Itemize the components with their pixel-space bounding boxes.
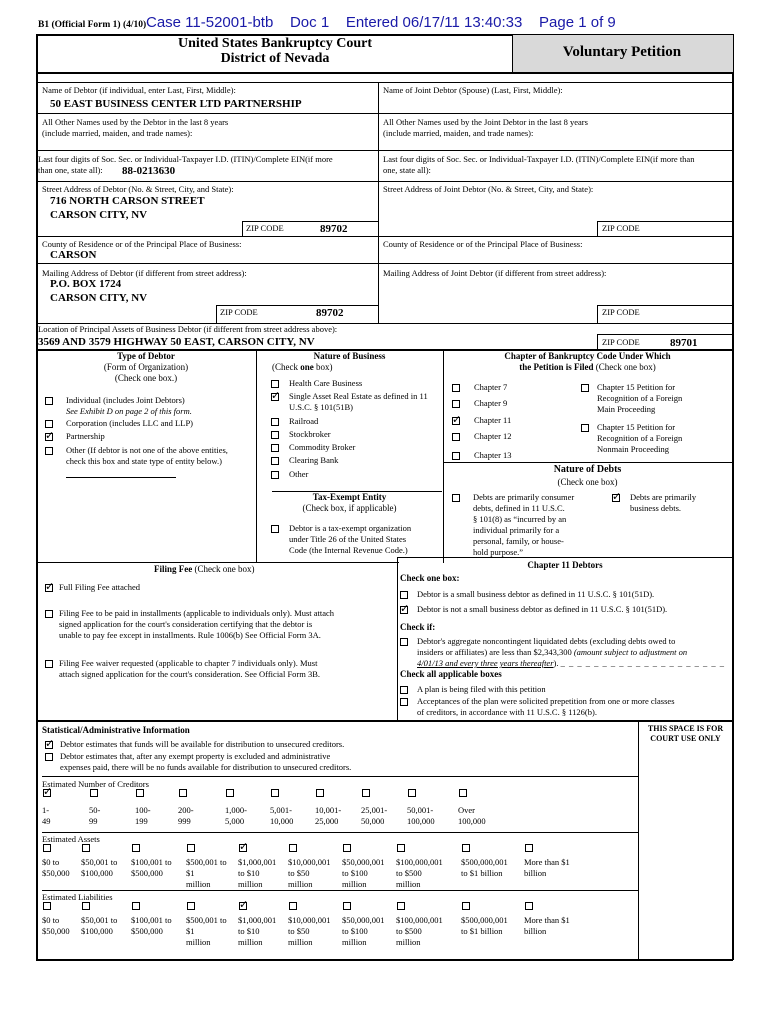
aggregate-debts-label: Debtor's aggregate noncontingent liquidated debts (excluding debts owed to insiders or affiliates) are less than $2,343,300 (amount subject to adjustment on 4/01/13 and every three years thereafter). _ _ _ _ _ _ _ _ _ _ _ _ _ _ _ _ _ _ _ _: [417, 636, 725, 668]
liabilities-option-7: $50,000,001 to $100 million: [342, 915, 385, 947]
liabilities-checkbox-5[interactable]: [239, 902, 247, 910]
business-commodity-label: Commodity Broker: [289, 442, 356, 452]
checkbox-stockbroker[interactable]: [271, 431, 279, 439]
debtor-zip-label: ZIP CODE: [246, 223, 284, 233]
nature-business-sub: (Check one box): [272, 362, 333, 372]
assets-option-10: More than $1 billion: [524, 857, 570, 878]
court-use-only: THIS SPACE IS FOR COURT USE ONLY: [647, 724, 724, 743]
creditors-checkbox-3[interactable]: [136, 789, 144, 797]
checkbox-funds-available[interactable]: [45, 741, 53, 749]
court-name: United States Bankruptcy Court: [177, 36, 373, 51]
chapter-13-label: Chapter 13: [474, 450, 512, 460]
creditors-option-3: 100- 199: [135, 805, 151, 826]
checkbox-consumer-debts[interactable]: [452, 494, 460, 502]
type-individual-note: See Exhibit D on page 2 of this form.: [66, 406, 192, 416]
assets-checkbox-6[interactable]: [289, 844, 297, 852]
liabilities-label: Estimated Liabilities: [42, 892, 113, 902]
consumer-debts-label: Debts are primarily consumer debts, defined in 11 U.S.C. § 101(8) as “incurred by an individual primarily for a personal, family, or house- hold purpose.”: [473, 492, 575, 557]
checkbox-business-other[interactable]: [271, 471, 279, 479]
business-clearing-label: Clearing Bank: [289, 455, 339, 465]
type-of-debtor-title: Type of Debtor: [117, 351, 175, 361]
assets-option-2: $50,001 to $100,000: [81, 857, 118, 878]
assets-checkbox-2[interactable]: [82, 844, 90, 852]
liabilities-checkbox-8[interactable]: [397, 902, 405, 910]
chapter-7-label: Chapter 7: [474, 382, 508, 392]
assets-option-6: $10,000,001 to $50 million: [288, 857, 331, 889]
assets-checkbox-8[interactable]: [397, 844, 405, 852]
creditors-option-9: 50,001- 100,000: [407, 805, 435, 826]
type-corporation-label: Corporation (includes LLC and LLP): [66, 418, 194, 428]
filing-fee-title: Filing Fee (Check one box): [154, 564, 255, 574]
business-other-label: Other: [289, 469, 309, 479]
creditors-option-7: 10,001- 25,000: [315, 805, 342, 826]
creditors-checkbox-10[interactable]: [459, 789, 467, 797]
assets-checkbox-5[interactable]: [239, 844, 247, 852]
checkbox-business-debts[interactable]: [612, 494, 620, 502]
debtor-mailing-zip: 89702: [316, 307, 344, 319]
liabilities-option-4: $500,001 to $1 million: [186, 915, 227, 947]
full-fee-label: Full Filing Fee attached: [59, 582, 140, 592]
debtor-street-2: CARSON CITY, NV: [50, 209, 148, 221]
checkbox-corporation[interactable]: [45, 420, 53, 428]
joint-name-label: Name of Joint Debtor (Spouse) (Last, First, Middle):: [383, 85, 563, 95]
checkbox-chapter-9[interactable]: [452, 400, 460, 408]
checkbox-individual[interactable]: [45, 397, 53, 405]
ch11-check-one: Check one box:: [400, 573, 460, 583]
creditors-checkbox-1[interactable]: [43, 789, 51, 797]
checkbox-small-business[interactable]: [400, 591, 408, 599]
location-label: Location of Principal Assets of Business Debtor (if different from street address above):: [38, 324, 338, 334]
creditors-checkbox-4[interactable]: [179, 789, 187, 797]
assets-checkbox-7[interactable]: [343, 844, 351, 852]
creditors-option-2: 50- 99: [89, 805, 101, 826]
liabilities-option-5: $1,000,001 to $10 million: [238, 915, 277, 947]
debtor-county-label: County of Residence or of the Principal Place of Business:: [42, 239, 242, 249]
business-single-label: Single Asset Real Estate as defined in 11 U.S.C. § 101(51B): [289, 391, 428, 412]
checkbox-tax-exempt[interactable]: [271, 525, 279, 533]
case-stamp: Case 11-52001-btb Doc 1 Entered 06/17/11 13:40:33 Page 1 of 9: [146, 14, 616, 31]
liabilities-checkbox-4[interactable]: [187, 902, 195, 910]
liabilities-option-6: $10,000,001 to $50 million: [288, 915, 331, 947]
petition-title: Voluntary Petition: [562, 44, 682, 60]
liabilities-checkbox-9[interactable]: [462, 902, 470, 910]
business-debts-label: Debts are primarily business debts.: [630, 492, 697, 513]
plan-filed-label: A plan is being filed with this petition: [417, 684, 546, 694]
chapter-title-1: Chapter of Bankruptcy Code Under Which: [504, 351, 671, 361]
chapter-title-2: the Petition is Filed (Check one box): [519, 362, 656, 372]
checkbox-single-asset[interactable]: [271, 393, 279, 401]
form-label: B1 (Official Form 1) (4/10): [38, 20, 147, 30]
ch11-check-if: Check if:: [400, 622, 436, 632]
chapter-12-label: Chapter 12: [474, 431, 512, 441]
ch11-check-all: Check all applicable boxes: [400, 669, 502, 679]
tax-exempt-title: Tax-Exempt Entity: [312, 492, 387, 502]
fee-waiver-label: Filing Fee waiver requested (applicable to chapter 7 individuals only). Must attach signed application for the court's consideration. See Official Form 3B.: [59, 658, 321, 679]
joint-zip-label: ZIP CODE: [602, 223, 640, 233]
assets-checkbox-3[interactable]: [132, 844, 140, 852]
not-small-business-label: Debtor is not a small business debtor as defined in 11 U.S.C. § 101(51D).: [417, 604, 668, 614]
assets-option-9: $500,000,001 to $1 billion: [461, 857, 508, 878]
ch11-debtors-title: Chapter 11 Debtors: [527, 560, 603, 570]
liabilities-checkbox-3[interactable]: [132, 902, 140, 910]
checkbox-not-small-business[interactable]: [400, 606, 408, 614]
creditors-label: Estimated Number of Creditors: [42, 779, 149, 789]
no-funds-label: Debtor estimates that, after any exempt property is excluded and administrative expenses paid, there will be no funds available for distribution to unsecured creditors.: [60, 751, 352, 772]
joint-street-label: Street Address of Joint Debtor (No. & Street, City, and State):: [383, 184, 594, 194]
assets-option-3: $100,001 to $500,000: [131, 857, 172, 878]
creditors-option-5: 1,000- 5,000: [225, 805, 247, 826]
assets-option-7: $50,000,001 to $100 million: [342, 857, 385, 889]
assets-checkbox-10[interactable]: [525, 844, 533, 852]
acceptances-label: Acceptances of the plan were solicited prepetition from one or more classes of creditors, in accordance with 11 U.S.C. § 1126(b).: [417, 696, 675, 717]
debtor-ein: 88-0213630: [122, 165, 176, 177]
location-value: 3569 AND 3579 HIGHWAY 50 EAST, CARSON CITY, NV: [38, 336, 315, 348]
checkbox-chapter-12[interactable]: [452, 433, 460, 441]
liabilities-checkbox-1[interactable]: [43, 902, 51, 910]
debtor-street-label: Street Address of Debtor (No. & Street, City, and State):: [42, 184, 234, 194]
joint-county-label: County of Residence or of the Principal Place of Business:: [383, 239, 583, 249]
assets-checkbox-9[interactable]: [462, 844, 470, 852]
debtor-street-1: 716 NORTH CARSON STREET: [50, 195, 205, 207]
creditors-checkbox-9[interactable]: [408, 789, 416, 797]
liabilities-checkbox-7[interactable]: [343, 902, 351, 910]
checkbox-commodity[interactable]: [271, 444, 279, 452]
checkbox-fee-waiver[interactable]: [45, 660, 53, 668]
creditors-checkbox-5[interactable]: [226, 789, 234, 797]
statistical-title: Statistical/Administrative Information: [42, 725, 190, 735]
assets-label: Estimated Assets: [42, 834, 100, 844]
checkbox-railroad[interactable]: [271, 418, 279, 426]
creditors-checkbox-7[interactable]: [316, 789, 324, 797]
checkbox-installments[interactable]: [45, 610, 53, 618]
business-railroad-label: Railroad: [289, 416, 319, 426]
type-of-debtor-sub1: (Form of Organization): [103, 362, 189, 372]
chapter-15-main-label: Chapter 15 Petition for Recognition of a Foreign Main Proceeding: [597, 382, 683, 414]
joint-mailing-zip-label: ZIP CODE: [602, 307, 640, 317]
location-zip: 89701: [670, 337, 698, 349]
checkbox-full-fee[interactable]: [45, 584, 53, 592]
type-individual-label: Individual (includes Joint Debtors): [66, 395, 185, 405]
debtor-mailing-2: CARSON CITY, NV: [50, 292, 148, 304]
assets-option-1: $0 to $50,000: [42, 857, 70, 878]
debtor-ein-label: Last four digits of Soc. Sec. or Individual-Taxpayer I.D. (ITIN)/Complete EIN(if more than one, state all):: [38, 154, 333, 175]
debtor-mailing-1: P.O. BOX 1724: [50, 278, 122, 290]
chapter-15-nonmain-label: Chapter 15 Petition for Recognition of a Foreign Nonmain Proceeding: [597, 422, 683, 454]
checkbox-chapter-11[interactable]: [452, 417, 460, 425]
debtor-mailing-zip-label: ZIP CODE: [220, 307, 258, 317]
debtor-mailing-label: Mailing Address of Debtor (if different from street address):: [42, 268, 247, 278]
checkbox-clearing-bank[interactable]: [271, 457, 279, 465]
tax-exempt-sub: (Check box, if applicable): [302, 503, 397, 513]
liabilities-option-8: $100,000,001 to $500 million: [396, 915, 443, 947]
checkbox-other-entity[interactable]: [45, 447, 53, 455]
debtor-county: CARSON: [50, 249, 97, 261]
type-partnership-label: Partnership: [66, 431, 105, 441]
debtor-name: 50 EAST BUSINESS CENTER LTD PARTNERSHIP: [50, 98, 302, 110]
assets-option-4: $500,001 to $1 million: [186, 857, 227, 889]
liabilities-option-10: More than $1 billion: [524, 915, 570, 936]
liabilities-option-9: $500,000,001 to $1 billion: [461, 915, 508, 936]
joint-other-names-label: All Other Names used by the Joint Debtor in the last 8 years (include married, maiden, and trade names):: [383, 117, 588, 138]
checkbox-no-funds[interactable]: [45, 753, 53, 761]
checkbox-chapter-15-main[interactable]: [581, 384, 589, 392]
type-other-label: Other (If debtor is not one of the above entities, check this box and state type of entity below.): [66, 445, 228, 466]
chapter-11-label: Chapter 11: [474, 415, 512, 425]
chapter-9-label: Chapter 9: [474, 398, 508, 408]
assets-checkbox-1[interactable]: [43, 844, 51, 852]
checkbox-chapter-7[interactable]: [452, 384, 460, 392]
creditors-option-6: 5,001- 10,000: [270, 805, 294, 826]
checkbox-plan-filed[interactable]: [400, 686, 408, 694]
funds-available-label: Debtor estimates that funds will be available for distribution to unsecured creditors.: [60, 739, 345, 749]
location-zip-label: ZIP CODE: [602, 337, 640, 347]
checkbox-acceptances[interactable]: [400, 698, 408, 706]
joint-mailing-label: Mailing Address of Joint Debtor (if different from street address):: [383, 268, 607, 278]
creditors-option-4: 200- 999: [178, 805, 194, 826]
checkbox-partnership[interactable]: [45, 433, 53, 441]
liabilities-option-3: $100,001 to $500,000: [131, 915, 172, 936]
checkbox-aggregate-debts[interactable]: [400, 638, 408, 646]
debtor-zip: 89702: [320, 223, 348, 235]
creditors-option-10: Over 100,000: [458, 805, 486, 826]
district: District of Nevada: [220, 51, 330, 66]
creditors-checkbox-2[interactable]: [90, 789, 98, 797]
type-of-debtor-sub2: (Check one box.): [114, 373, 178, 383]
business-health-label: Health Care Business: [289, 378, 363, 388]
liabilities-checkbox-2[interactable]: [82, 902, 90, 910]
checkbox-chapter-13[interactable]: [452, 452, 460, 460]
assets-option-5: $1,000,001 to $10 million: [238, 857, 277, 889]
creditors-checkbox-8[interactable]: [362, 789, 370, 797]
assets-option-8: $100,000,001 to $500 million: [396, 857, 443, 889]
tax-exempt-text: Debtor is a tax-exempt organization under Title 26 of the United States Code (the Internal Revenue Code.): [289, 523, 412, 555]
assets-checkbox-4[interactable]: [187, 844, 195, 852]
debtor-other-names-label: All Other Names used by the Debtor in the last 8 years (include married, maiden, and trade names):: [42, 117, 229, 138]
checkbox-chapter-15-nonmain[interactable]: [581, 424, 589, 432]
nature-debts-title: Nature of Debts: [553, 464, 622, 475]
small-business-label: Debtor is a small business debtor as defined in 11 U.S.C. § 101(51D).: [417, 589, 655, 599]
liabilities-option-1: $0 to $50,000: [42, 915, 70, 936]
creditors-option-8: 25,001- 50,000: [361, 805, 388, 826]
nature-business-title: Nature of Business: [313, 351, 386, 361]
liabilities-checkbox-6[interactable]: [289, 902, 297, 910]
joint-ein-label: Last four digits of Soc. Sec. or Individual-Taxpayer I.D. (ITIN)/Complete EIN(if more than one, state all):: [383, 154, 695, 175]
business-stockbroker-label: Stockbroker: [289, 429, 331, 439]
creditors-checkbox-6[interactable]: [271, 789, 279, 797]
nature-debts-sub: (Check one box): [557, 477, 618, 487]
checkbox-health-care[interactable]: [271, 380, 279, 388]
liabilities-checkbox-10[interactable]: [525, 902, 533, 910]
debtor-name-label: Name of Debtor (if individual, enter Last, First, Middle):: [42, 85, 236, 95]
creditors-option-1: 1- 49: [42, 805, 51, 826]
installments-label: Filing Fee to be paid in installments (applicable to individuals only). Must attach signed application for the court's consideration certifying that the debtor is unable to pay fee except in installments. Rule 1006(b) See Official Form 3A.: [59, 608, 335, 640]
liabilities-option-2: $50,001 to $100,000: [81, 915, 118, 936]
